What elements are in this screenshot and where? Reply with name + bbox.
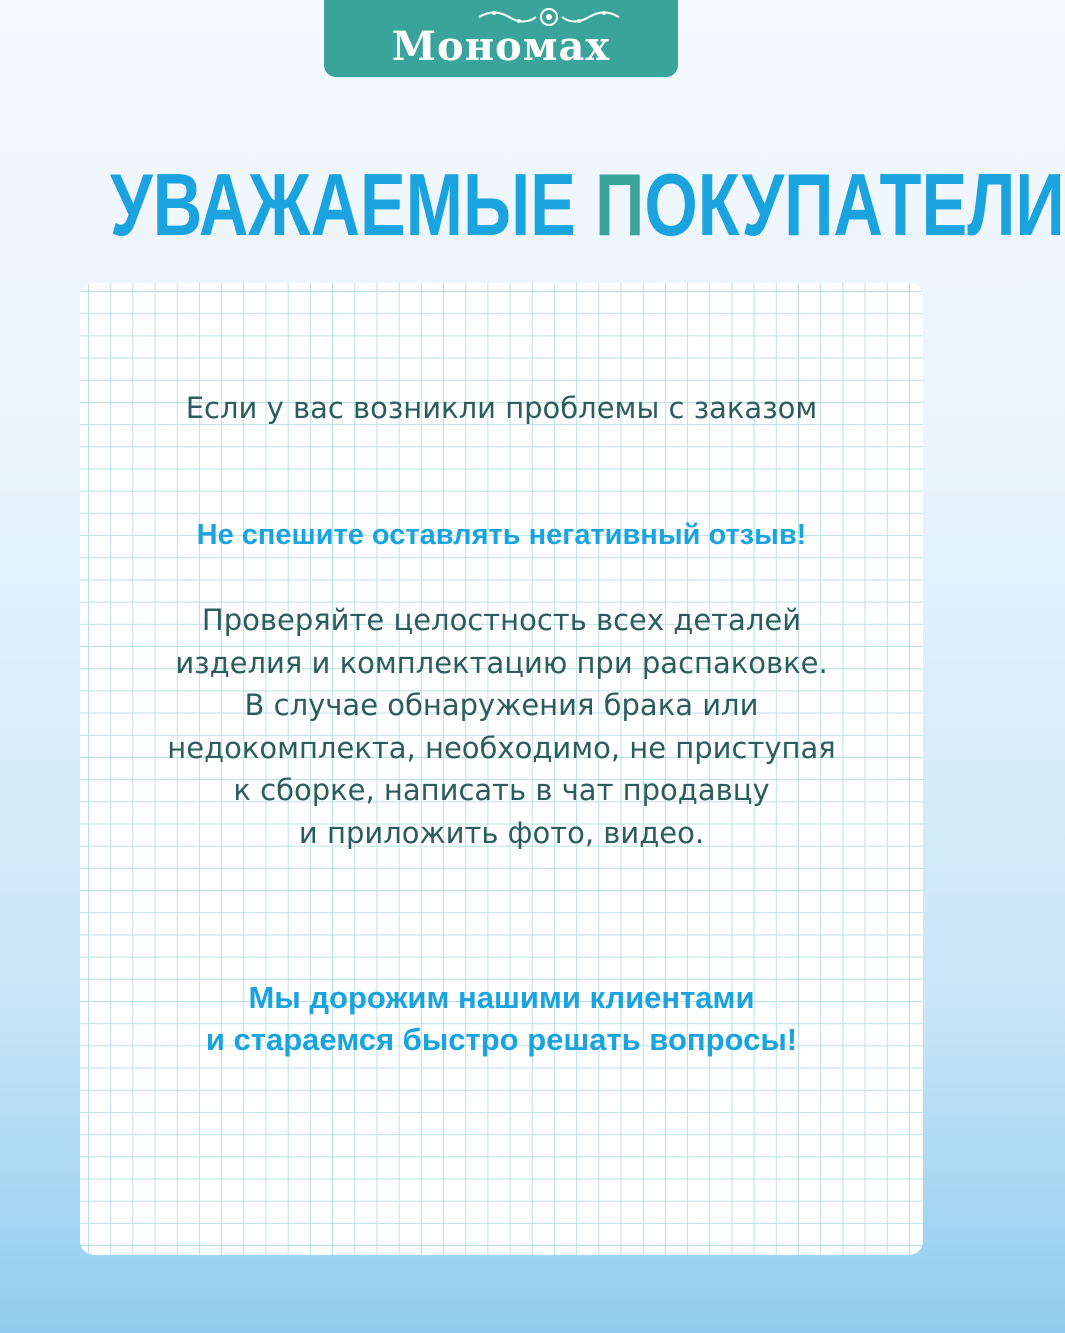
instructions-line: Проверяйте целостность всех деталей (201, 603, 802, 637)
warning-text: Не спешите оставлять негативный отзыв! (196, 519, 807, 551)
floral-ornament-icon (474, 6, 624, 28)
closing-line: Мы дорожим нашими клиентами (248, 980, 755, 1015)
grid-paper-card (80, 283, 923, 1255)
title-accent-letter: П (595, 155, 645, 254)
instructions-line: недокомплекта, необходимо, не приступая (167, 730, 836, 765)
brand-logo-badge (324, 0, 678, 77)
instructions-text (80, 599, 923, 854)
instructions-line: В случае обнаружения брака или (244, 688, 759, 722)
title-rest: ОКУПАТЕЛИ (644, 155, 1065, 254)
intro-text: Если у вас возникли проблемы с заказом (185, 391, 818, 425)
title-first-word: УВАЖАЕМЫЕ (110, 155, 596, 254)
instructions-line: и приложить фото, видео. (298, 815, 705, 850)
closing-line: и стараемся быстро решать вопросы! (205, 1022, 798, 1057)
page-title (110, 155, 1065, 255)
instructions-line: к сборке, написать в чат продавцу (233, 773, 770, 807)
instructions-line: изделия и комплектацию при распаковке. (175, 645, 828, 680)
brand-logo-text: Мономах (391, 23, 611, 70)
closing-text (80, 977, 923, 1061)
